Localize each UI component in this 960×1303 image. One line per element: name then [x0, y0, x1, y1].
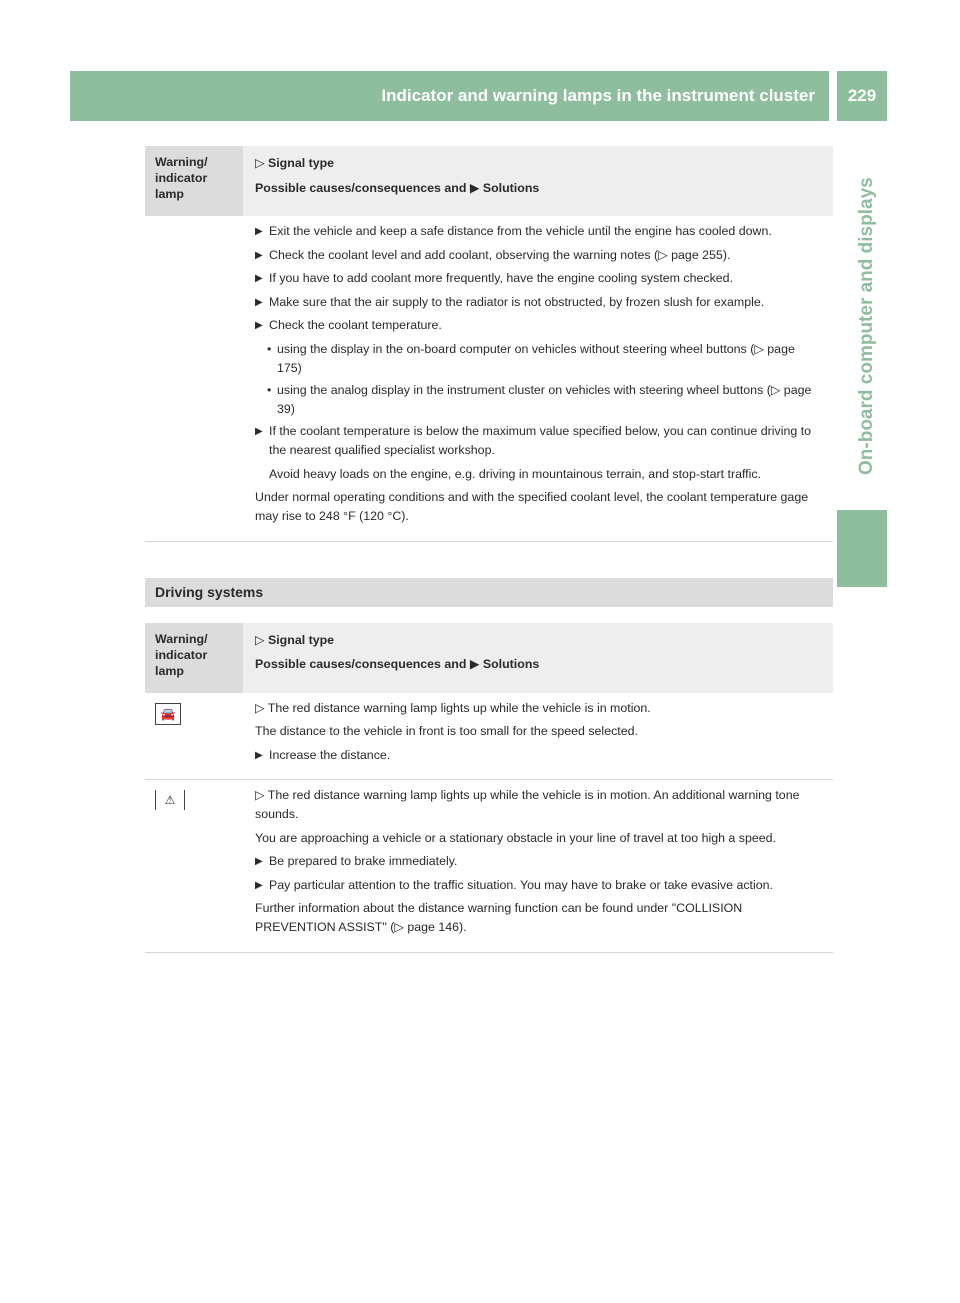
- step-arrow-icon: ▶: [255, 749, 263, 761]
- step-item: [255, 852, 823, 871]
- cause-text: You are approaching a vehicle or a stationary obstacle in your line of travel at too high a speed.: [255, 830, 776, 845]
- step-text: Make sure that the air supply to the radiator is not obstructed, by frozen slush for example.: [269, 294, 765, 309]
- page-content: [145, 146, 833, 953]
- side-tab-marker: [837, 510, 887, 587]
- distance-warning-icon: 🚘: [155, 703, 181, 725]
- signal-text: ▷ The red distance warning lamp lights up while the vehicle is in motion. An additional warning tone sounds.: [255, 788, 800, 821]
- table2-row-distance: [145, 693, 833, 781]
- signal-text: ▷ The red distance warning lamp lights up while the vehicle is in motion.: [255, 700, 651, 715]
- step-arrow-icon: ▶: [255, 879, 263, 891]
- step-item: [255, 746, 823, 765]
- bullet-icon: •: [267, 342, 272, 357]
- table1-header: [145, 146, 833, 216]
- step-note: Avoid heavy loads on the engine, e.g. driving in mountainous terrain, and stop-start traffic.: [269, 466, 762, 481]
- step-text: If the coolant temperature is below the maximum value specified below, you can continue driving to the nearest qualified specialist workshop.: [269, 424, 812, 458]
- step-item: [255, 269, 823, 288]
- table1-row-desc: [243, 216, 833, 541]
- page-number: 229: [837, 71, 887, 121]
- table2-header-causes: Possible causes/consequences and ▶ Solutions: [255, 657, 540, 672]
- side-tab-label: On-board computer and displays: [856, 177, 877, 475]
- table2-header-lamp: Warning/ indicator lamp: [145, 623, 243, 693]
- step-item: [255, 316, 823, 335]
- table2-header-signal: ▷ Signal type: [255, 632, 335, 647]
- table1-header-causes: Possible causes/consequences and ▶ Solutions: [255, 180, 540, 195]
- table1-header-signal: ▷ Signal type: [255, 156, 335, 170]
- step-arrow-icon: ▶: [255, 856, 263, 868]
- step-arrow-icon: ▶: [255, 226, 263, 237]
- bullet-icon: •: [267, 383, 272, 398]
- step-text: If you have to add coolant more frequently, have the engine cooling system checked.: [269, 271, 734, 286]
- step-item: [255, 876, 823, 895]
- table1-header-lamp: Warning/ indicator lamp: [145, 146, 243, 216]
- cause-text: The distance to the vehicle in front is too small for the speed selected.: [255, 724, 638, 739]
- step-arrow-icon: ▶: [255, 426, 263, 438]
- step-text: Be prepared to brake immediately.: [269, 854, 458, 869]
- bullet-item: [267, 340, 823, 377]
- step-arrow-icon: ▶: [255, 273, 263, 285]
- header-title: Indicator and warning lamps in the instrument cluster: [70, 71, 829, 121]
- table2-row-desc: [243, 693, 833, 780]
- table2-header: [145, 623, 833, 693]
- table2-header-desc: [243, 623, 833, 693]
- step-item: [255, 246, 823, 265]
- step-text: Check the coolant level and add coolant, observing the warning notes (▷ page 255).: [269, 247, 731, 262]
- section-title: Driving systems: [145, 578, 833, 607]
- step-arrow-icon: ▶: [255, 296, 263, 308]
- table2-row-collision: [145, 780, 833, 952]
- table2-row-lamp: [145, 693, 243, 780]
- header-separator: [829, 71, 837, 121]
- table2-footer: Further information about the distance warning function can be found under "COLLISION PREVENTION ASSIST" (▷ page 146).: [255, 901, 743, 935]
- bullet-text: using the analog display in the instrument cluster on vehicles with steering wheel buttons (▷ page 39): [277, 383, 812, 416]
- step-item: [255, 293, 823, 312]
- table2-row-lamp: [145, 780, 243, 951]
- page-header: [70, 71, 887, 121]
- table1-footer: Under normal operating conditions and with the specified coolant level, the coolant temperature gage may rise to 248 °F (120 °C).: [255, 490, 809, 523]
- step-item: [255, 222, 823, 241]
- step-item: [255, 422, 823, 459]
- table1-row: [145, 216, 833, 542]
- table1-row-lamp: [145, 216, 243, 541]
- table2-row-desc: [243, 780, 833, 951]
- bullet-text: using the display in the on-board computer on vehicles without steering wheel buttons (▷ page 175): [277, 342, 795, 375]
- table1-header-desc: [243, 146, 833, 216]
- step-text: Pay particular attention to the traffic situation. You may have to brake or take evasive action.: [269, 877, 773, 892]
- step-arrow-icon: ▶: [255, 249, 263, 261]
- bullet-item: [267, 381, 823, 418]
- section-gap: [145, 607, 833, 623]
- collision-warning-icon: ⚠: [155, 790, 185, 810]
- step-arrow-icon: ▶: [255, 320, 263, 332]
- step-text: Exit the vehicle and keep a safe distance from the vehicle until the engine has cooled down.: [269, 224, 772, 238]
- step-text: Check the coolant temperature.: [269, 318, 442, 333]
- step-text: Increase the distance.: [269, 747, 391, 762]
